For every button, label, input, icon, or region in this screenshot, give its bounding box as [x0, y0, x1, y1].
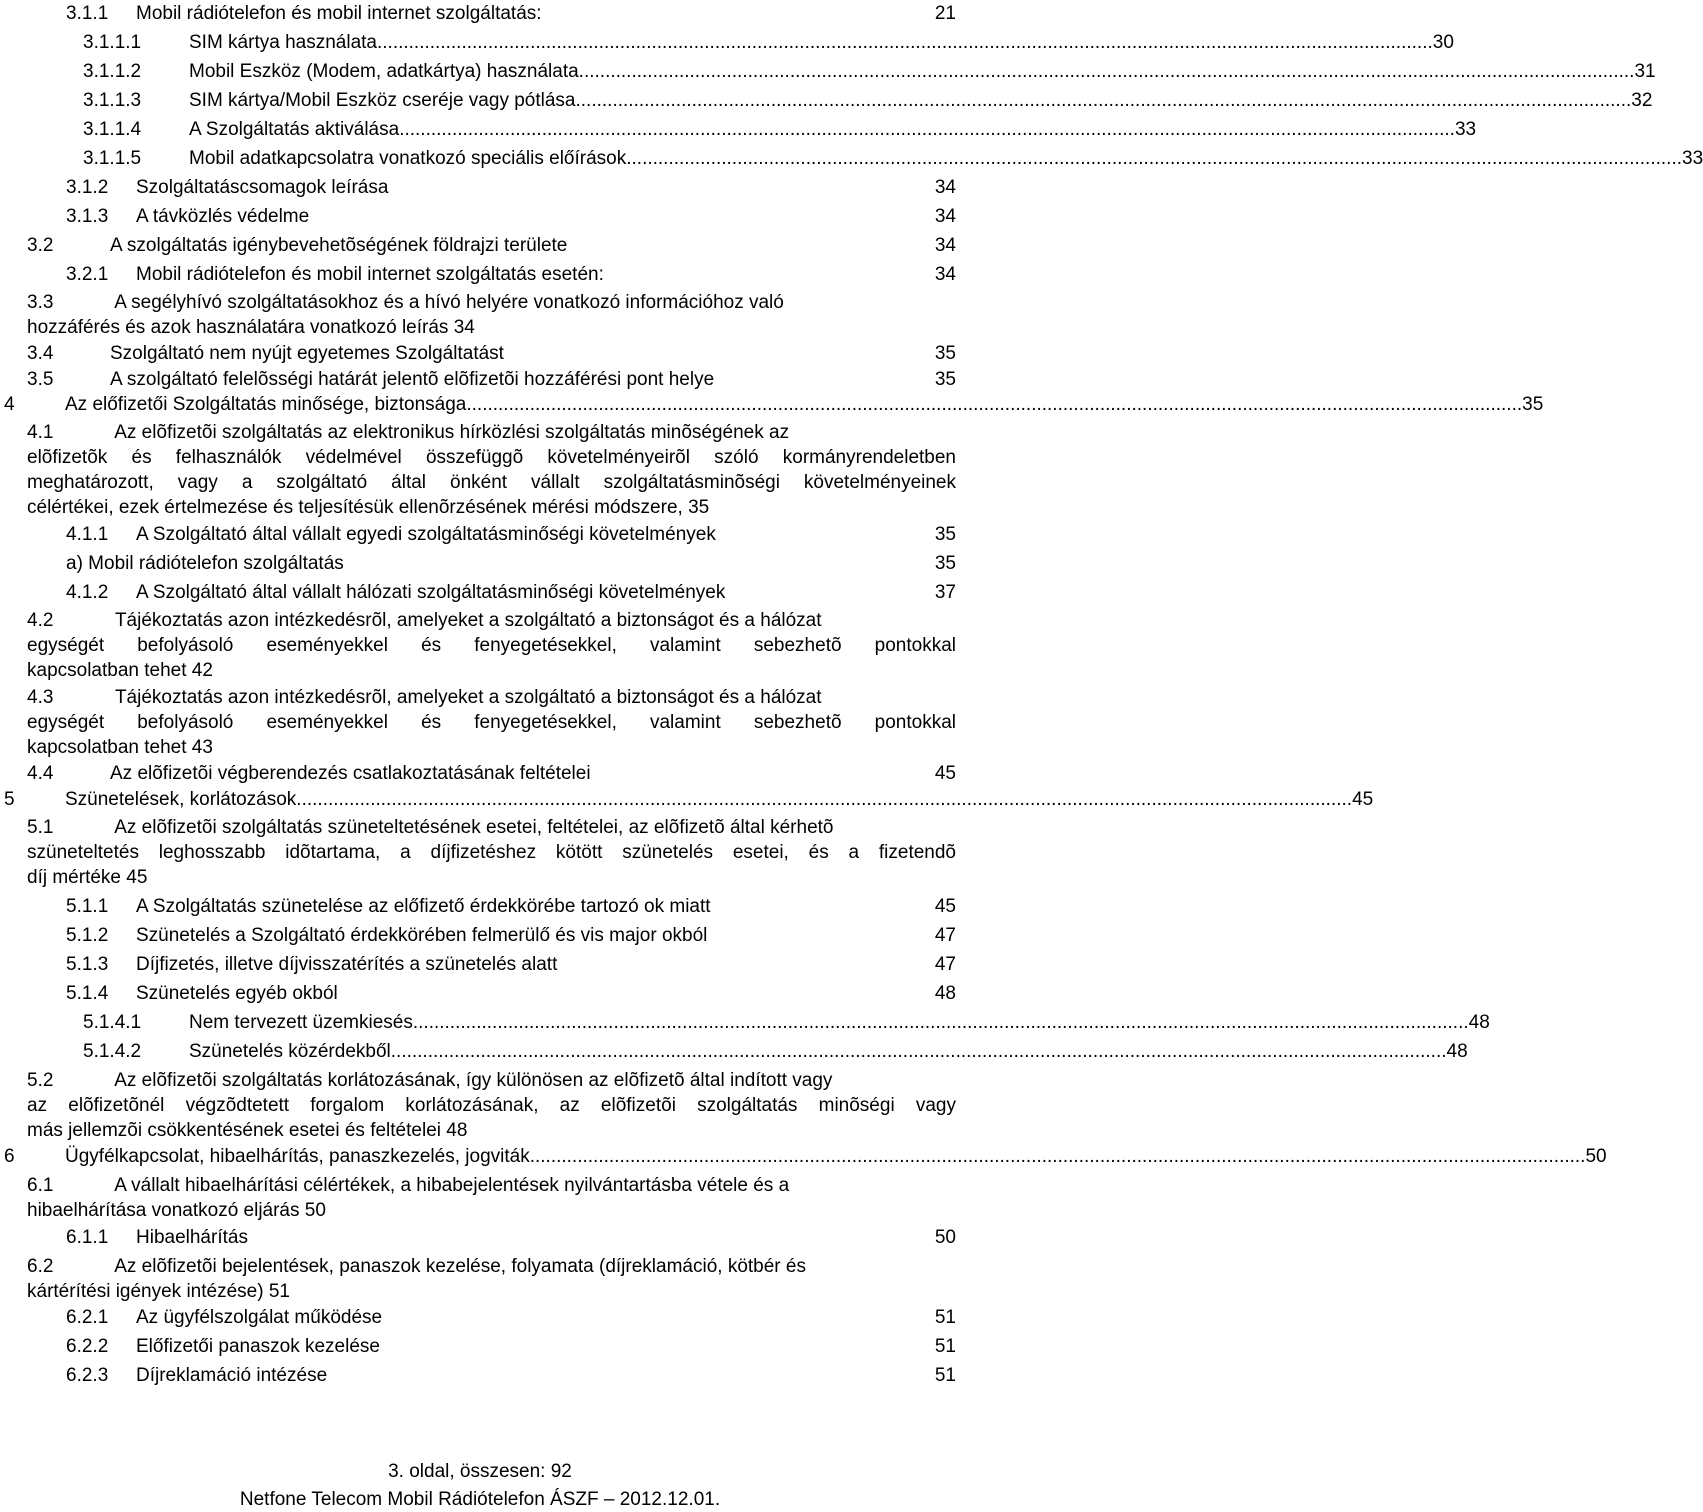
toc-leader: [413, 1010, 1469, 1035]
toc-title: Szolgáltatáscsomagok leírása: [136, 177, 389, 198]
toc-entry-3-1-1-4[interactable]: [83, 117, 1477, 142]
toc-title: A szolgáltató felelõsségi határát jelentõ elõfizetõi hozzáférési pont helye: [110, 369, 715, 390]
toc-title-line: Az elõfizetõi szolgáltatás szüneteltetésének esetei, feltételei, az elõfizetõ által kérhetõ: [114, 817, 834, 838]
toc-title: Mobil rádiótelefon és mobil internet szolgáltatás esetén:: [136, 264, 604, 285]
toc-entry-3-2[interactable]: [27, 233, 956, 258]
toc-number: 6.1.1: [66, 1227, 109, 1248]
toc-title-line: hibaelhárítása vonatkozó eljárás: [27, 1200, 300, 1221]
toc-title: Szünetelés a Szolgáltató érdekkörében felmerülő és vis major okból: [136, 925, 708, 946]
toc-title-line: elõfizetõk és felhasználók védelmével összefüggõ követelményeirõl szóló kormányrendeletben: [27, 447, 956, 468]
toc-title: A Szolgáltatás aktiválása: [189, 119, 400, 140]
toc-number: 6.2: [27, 1256, 54, 1277]
toc-page: 34: [934, 206, 956, 227]
toc-title: Mobil rádiótelefon és mobil internet szolgáltatás:: [136, 3, 542, 24]
toc-title-line: Tájékoztatás azon intézkedésrõl, amelyeket a szolgáltató a biztonságot és a hálózat: [114, 687, 822, 708]
toc-title: Az ügyfélszolgálat működése: [136, 1307, 383, 1328]
toc-entry-4-1[interactable]: [27, 420, 956, 520]
toc-number: 3.1.1.4: [83, 119, 142, 140]
toc-title: Hibaelhárítás: [136, 1227, 248, 1248]
toc-page: 43: [191, 737, 213, 758]
toc-page: 45: [934, 763, 956, 784]
toc-title-line: más jellemzõi csökkentésének esetei és feltételei: [27, 1120, 441, 1141]
toc-number: 3.5: [27, 369, 54, 390]
toc-entry-3-1-1[interactable]: [66, 1, 956, 26]
toc-entry-3-1-1-5[interactable]: [83, 146, 1703, 171]
toc-page: 35: [1522, 394, 1544, 415]
toc-title: Ügyfélkapcsolat, hibaelhárítás, panaszkezelés, jogviták: [65, 1146, 530, 1167]
toc-number: 3.1.3: [66, 206, 109, 227]
toc-entry-mobil-radiotelefon[interactable]: [66, 551, 956, 576]
toc-page: 37: [934, 582, 956, 603]
toc-entry-6[interactable]: [4, 1144, 1607, 1169]
toc-page: 45: [934, 896, 956, 917]
toc-title: A Szolgáltatás szünetelése az előfizető érdekkörébe tartozó ok miatt: [136, 896, 711, 917]
toc-title: Szolgáltató nem nyújt egyetemes Szolgáltatást: [110, 343, 504, 364]
toc-title-line: kártérítési igények intézése): [27, 1281, 264, 1302]
toc-number: 3.1.1.3: [83, 90, 142, 111]
toc-entry-5[interactable]: [4, 787, 1374, 812]
toc-page: 30: [1432, 32, 1454, 53]
toc-entry-3-2-1[interactable]: [66, 262, 956, 287]
toc-page: 50: [1585, 1146, 1607, 1167]
toc-page: 34: [934, 264, 956, 285]
toc-page: 48: [446, 1120, 468, 1141]
toc-number: 5.2: [27, 1070, 54, 1091]
toc-page: 33: [1454, 119, 1477, 140]
toc-title-line: Az elõfizetõi bejelentések, panaszok kezelése, folyamata (díjreklamáció, kötbér és: [114, 1256, 806, 1277]
toc-number: 4.1.2: [66, 582, 109, 603]
toc-leader: [626, 146, 1682, 171]
toc-entry-3-1-1-3[interactable]: [83, 88, 1653, 113]
toc-title-line: egységét befolyásoló eseményekkel és fenyegetésekkel, valamint sebezhetõ pontokkal: [27, 635, 956, 656]
toc-number: 5.1.4.1: [83, 1012, 142, 1033]
toc-title: Szünetelés egyéb okból: [136, 983, 338, 1004]
toc-page: 48: [1468, 1012, 1490, 1033]
toc-title-line: A segélyhívó szolgáltatásokhoz és a hívó helyére vonatkozó információhoz való: [114, 292, 784, 313]
toc-page: 35: [688, 497, 710, 518]
toc-entry-3-5[interactable]: [27, 367, 956, 392]
toc-title: Az előfizetői Szolgáltatás minősége, biztonsága: [65, 394, 467, 415]
toc-page: 48: [934, 983, 956, 1004]
toc-title-line: az elõfizetõnél végzõdtetett forgalom korlátozásának, az elõfizetõi szolgáltatás minõségi vagy: [27, 1095, 956, 1116]
toc-title-line: kapcsolatban tehet: [27, 660, 187, 681]
toc-entry-5-1-4[interactable]: [66, 981, 956, 1006]
toc-title-line: Tájékoztatás azon intézkedésrõl, amelyeket a szolgáltató a biztonságot és a hálózat: [114, 610, 822, 631]
toc-entry-3-1-1-2[interactable]: [83, 59, 1656, 84]
toc-number: 4.1.1: [66, 524, 109, 545]
toc-entry-4-1-2[interactable]: [66, 580, 956, 605]
toc-leader: [579, 59, 1635, 84]
toc-title: A szolgáltatás igénybevehetõségének földrajzi területe: [110, 235, 568, 256]
toc-title-line: meghatározott, vagy a szolgáltató által önként vállalt szolgáltatásminõségi követelményeinek: [27, 472, 956, 493]
toc-title-line: A vállalt hibaelhárítási célértékek, a hibabejelentések nyilvántartásba vétele és a: [114, 1175, 790, 1196]
toc-title-line: szüneteltetés leghosszabb idõtartama, a díjfizetéshez kötött szünetelés esetei, és a fizetendõ: [27, 842, 956, 863]
toc-title-line: díj mértéke: [27, 867, 121, 888]
toc-number: 5.1.4: [66, 983, 109, 1004]
toc-page: 35: [934, 369, 956, 390]
toc-title-line: célértékei, ezek értelmezése és teljesítésük ellenõrzésének mérési módszere,: [27, 497, 683, 518]
toc-title-line: Az elõfizetõi szolgáltatás az elektronikus hírközlési szolgáltatás minõségének az: [114, 422, 790, 443]
toc-title: Előfizetői panaszok kezelése: [136, 1336, 380, 1357]
toc-title: Szünetelések, korlátozások: [65, 789, 297, 810]
toc-number: 3.1.1.2: [83, 61, 142, 82]
toc-leader: [399, 117, 1455, 142]
toc-page: 35: [934, 343, 956, 364]
toc-entry-5-1-2[interactable]: [66, 923, 956, 948]
footer-page-info: 3. oldal, összesen: 92: [388, 1461, 572, 1482]
toc-entry-5-1-4-2[interactable]: [83, 1039, 1468, 1064]
toc-number: 6.2.1: [66, 1307, 109, 1328]
toc-page: 51: [934, 1307, 956, 1328]
toc-number: 4.4: [27, 763, 54, 784]
toc-page: 50: [934, 1227, 956, 1248]
toc-page: 47: [934, 925, 956, 946]
toc-number: 6.2.3: [66, 1365, 109, 1386]
toc-entry-3-1-1-1[interactable]: [83, 30, 1454, 55]
toc-title: A Szolgáltató által vállalt egyedi szolgáltatásminőségi követelmények: [136, 524, 716, 545]
toc-number: 5: [4, 789, 15, 810]
toc-entry-4-4[interactable]: [27, 761, 956, 786]
toc-title: Mobil adatkapcsolatra vonatkozó speciális előírások: [189, 148, 627, 169]
toc-page: 45: [1352, 789, 1374, 810]
toc-leader: [530, 1144, 1586, 1169]
toc-leader: [391, 1039, 1447, 1064]
toc-number: 3.4: [27, 343, 54, 364]
toc-title-line: Az elõfizetõi szolgáltatás korlátozásának, így különösen az elõfizetõ által indított vagy: [114, 1070, 833, 1091]
toc-number: 3.1.1.1: [83, 32, 142, 53]
toc-title: Szünetelés közérdekből: [189, 1041, 391, 1062]
toc-page: 51: [934, 1365, 956, 1386]
toc-page: 35: [934, 553, 956, 574]
toc-title: SIM kártya használata: [189, 32, 377, 53]
toc-page: 47: [934, 954, 956, 975]
toc-page: 35: [934, 524, 956, 545]
toc-entry-4-2[interactable]: [27, 608, 956, 683]
toc-number: 3.2: [27, 235, 54, 256]
toc-title: SIM kártya/Mobil Eszköz cseréje vagy pótlása: [189, 90, 576, 111]
toc-entry-4-3[interactable]: [27, 685, 956, 760]
toc-page: 51: [934, 1336, 956, 1357]
toc-number: 5.1.1: [66, 896, 109, 917]
toc-entry-3-1-2[interactable]: [66, 175, 956, 200]
toc-number: 5.1: [27, 817, 54, 838]
toc-page: 34: [453, 317, 475, 338]
toc-page: 51: [268, 1281, 290, 1302]
toc-number: 4: [4, 394, 15, 415]
toc-page: 42: [191, 660, 213, 681]
toc-entry-4[interactable]: [4, 392, 1544, 417]
toc-entry-6-2-3[interactable]: [66, 1363, 956, 1388]
toc-number: 6.1: [27, 1175, 54, 1196]
toc-leader: [466, 392, 1522, 417]
toc-page: 21: [934, 3, 956, 24]
toc-number: 5.1.4.2: [83, 1041, 142, 1062]
toc-entry-5-2[interactable]: [27, 1068, 956, 1143]
toc-entry-5-1-3[interactable]: [66, 952, 956, 977]
toc-title-line: egységét befolyásoló eseményekkel és fenyegetésekkel, valamint sebezhetõ pontokkal: [27, 712, 956, 733]
toc-number: 3.1.2: [66, 177, 109, 198]
toc-entry-3-4[interactable]: [27, 341, 956, 366]
toc-entry-5-1[interactable]: [27, 815, 956, 890]
toc-entry-6-1[interactable]: [27, 1173, 956, 1223]
toc-number: 4.2: [27, 610, 54, 631]
toc-page: 31: [1634, 61, 1656, 82]
toc-entry-6-1-1[interactable]: [66, 1225, 956, 1250]
toc-number: 4.3: [27, 687, 54, 708]
toc-number: 5.1.3: [66, 954, 109, 975]
toc-title: a) Mobil rádiótelefon szolgáltatás: [66, 553, 344, 574]
toc-title: A Szolgáltató által vállalt hálózati szolgáltatásminőségi követelmények: [136, 582, 726, 603]
toc-entry-4-1-1[interactable]: [66, 522, 956, 547]
toc-leader: [296, 787, 1352, 812]
toc-page: 45: [126, 867, 148, 888]
toc-page: 48: [1446, 1041, 1468, 1062]
toc-number: 3.1.1: [66, 3, 109, 24]
toc-page: 34: [934, 235, 956, 256]
toc-title-line: kapcsolatban tehet: [27, 737, 187, 758]
footer-document-info: Netfone Telecom Mobil Rádiótelefon ÁSZF – 2012.12.01.: [239, 1489, 721, 1510]
toc-entry-5-1-1[interactable]: [66, 894, 956, 919]
toc-title: Nem tervezett üzemkiesés: [189, 1012, 413, 1033]
toc-title: Az elõfizetõi végberendezés csatlakoztatásának feltételei: [110, 763, 591, 784]
toc-title: Díjfizetés, illetve díjvisszatérítés a szünetelés alatt: [136, 954, 558, 975]
toc-entry-3-1-3[interactable]: [66, 204, 956, 229]
toc-entry-3-3[interactable]: [27, 290, 956, 340]
toc-number: 5.1.2: [66, 925, 109, 946]
toc-number: 3.3: [27, 292, 54, 313]
toc-number: 4.1: [27, 422, 54, 443]
toc-number: 3.1.1.5: [83, 148, 142, 169]
toc-title: Mobil Eszköz (Modem, adatkártya) használata: [189, 61, 579, 82]
toc-number: 6.2.2: [66, 1336, 109, 1357]
toc-number: 6: [4, 1146, 15, 1167]
toc-entry-6-2-2[interactable]: [66, 1334, 956, 1359]
toc-entry-6-2-1[interactable]: [66, 1305, 956, 1330]
toc-leader: [377, 30, 1433, 55]
toc-page: 34: [934, 177, 956, 198]
toc-leader: [576, 88, 1632, 113]
toc-number: 3.2.1: [66, 264, 109, 285]
toc-page: 32: [1631, 90, 1653, 111]
toc-title: Díjreklamáció intézése: [136, 1365, 328, 1386]
toc-title-line: hozzáférés és azok használatára vonatkozó leírás: [27, 317, 449, 338]
toc-page: 33: [1682, 148, 1703, 169]
toc-entry-5-1-4-1[interactable]: [83, 1010, 1490, 1035]
toc-entry-6-2[interactable]: [27, 1254, 956, 1304]
toc-page: 50: [304, 1200, 326, 1221]
toc-title: A távközlés védelme: [136, 206, 310, 227]
